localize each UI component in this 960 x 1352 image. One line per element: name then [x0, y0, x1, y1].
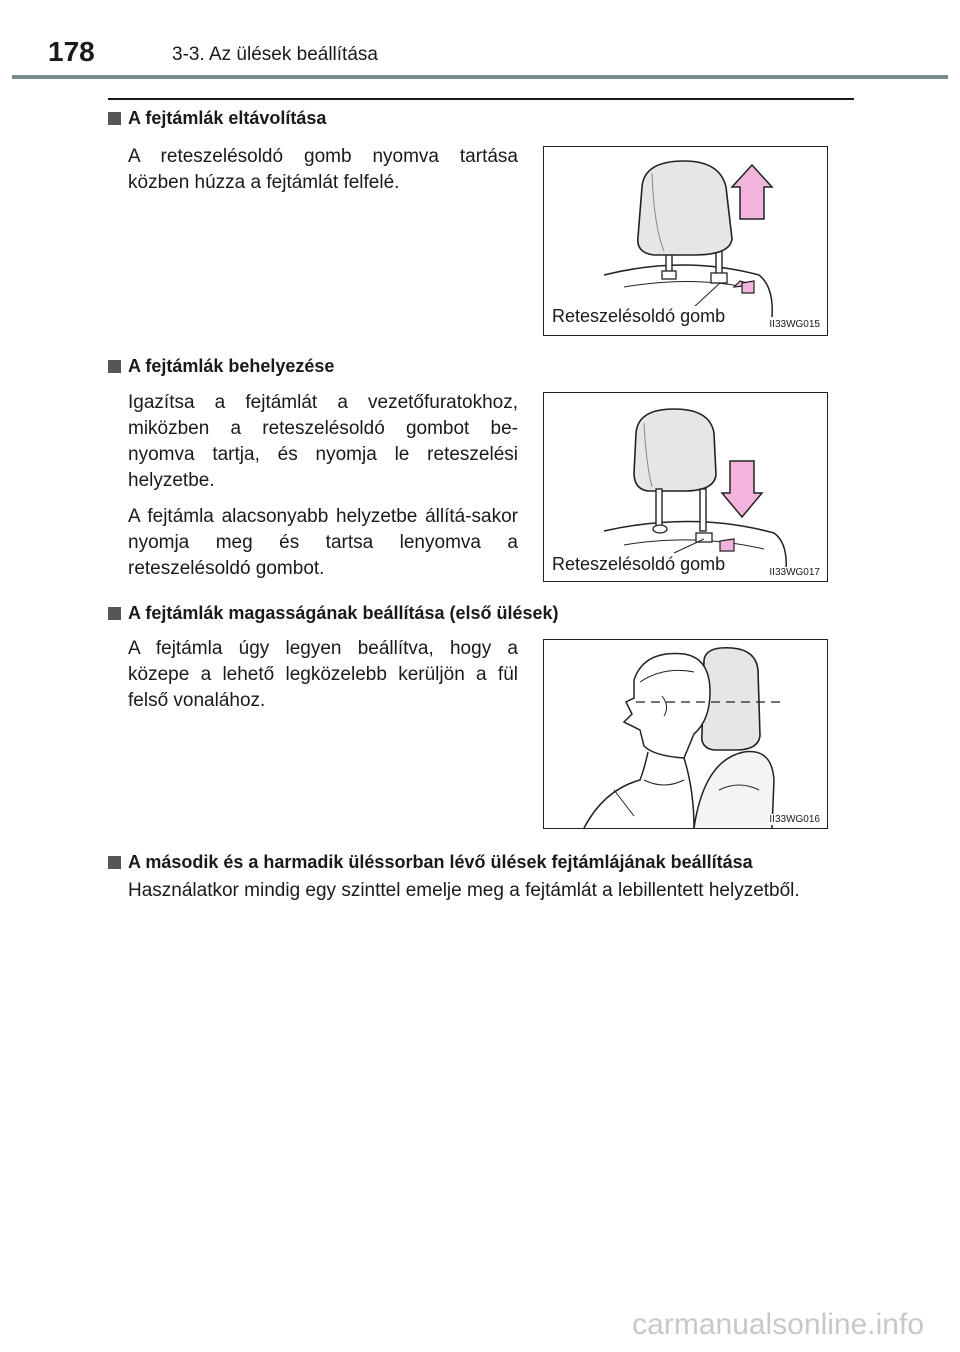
- bullet-square-icon: [108, 856, 121, 869]
- figure-height-adjust-code: II33WG016: [769, 814, 820, 825]
- heading-installation-text: A fejtámlák behelyezése: [128, 356, 335, 376]
- driver-head-illustration: [544, 640, 827, 828]
- paragraph-rear-rows: Használatkor mindig egy szinttel emelje meg a fejtámlát a lebillentett helyzetből.: [128, 880, 800, 901]
- heading-removal: [108, 108, 326, 129]
- page-number: 178: [48, 36, 95, 67]
- headrest-install-illustration: [544, 393, 827, 581]
- content-top-rule: [108, 98, 854, 100]
- paragraph-text: Igazítsa a fejtámlát a vezetőfuratokhoz, miközben a reteszelésoldó gombot be-nyomva tartja, és nyomja le reteszelési helyzetbe.: [128, 392, 518, 491]
- figure-removal-label: Reteszelésoldó gomb: [552, 306, 726, 326]
- watermark: carmanualsonline.info: [632, 1308, 924, 1341]
- figure-installation: [543, 392, 828, 582]
- paragraph-text: A fejtámla alacsonyabb helyzetbe állítá-sakor nyomja meg és tartsa lenyomva a reteszelésoldó gombot.: [128, 506, 518, 579]
- heading-rear-rows-text: A második és a harmadik üléssorban lévő ülések fejtámlájának beállítása: [128, 852, 753, 872]
- paragraph-text: A fejtámla úgy legyen beállítva, hogy a közepe a lehető legközelebb kerüljön a fül felső vonalához.: [128, 638, 518, 711]
- figure-installation-code: II33WG017: [769, 567, 820, 578]
- figure-removal-code: II33WG015: [769, 319, 820, 330]
- figure-height-adjust: [543, 639, 828, 829]
- figure-removal: [543, 146, 828, 336]
- bullet-square-icon: [108, 112, 121, 125]
- paragraph-text: A reteszelésoldó gomb nyomva tartása közben húzza a fejtámlát felfelé.: [128, 146, 518, 193]
- bullet-square-icon: [108, 607, 121, 620]
- heading-height-adjust: [108, 603, 559, 624]
- paragraph-removal: [128, 144, 518, 206]
- header-rule: [12, 75, 948, 79]
- heading-height-adjust-text: A fejtámlák magasságának beállítása (első ülések): [128, 603, 559, 623]
- heading-rear-rows: [108, 852, 753, 873]
- heading-removal-text: A fejtámlák eltávolítása: [128, 108, 327, 128]
- section-title: 3-3. Az ülések beállítása: [172, 44, 378, 65]
- paragraph-height-adjust: [128, 636, 518, 724]
- paragraph-installation: [128, 390, 518, 592]
- figure-installation-label: Reteszelésoldó gomb: [552, 554, 726, 574]
- heading-installation: [108, 356, 334, 377]
- bullet-square-icon: [108, 360, 121, 373]
